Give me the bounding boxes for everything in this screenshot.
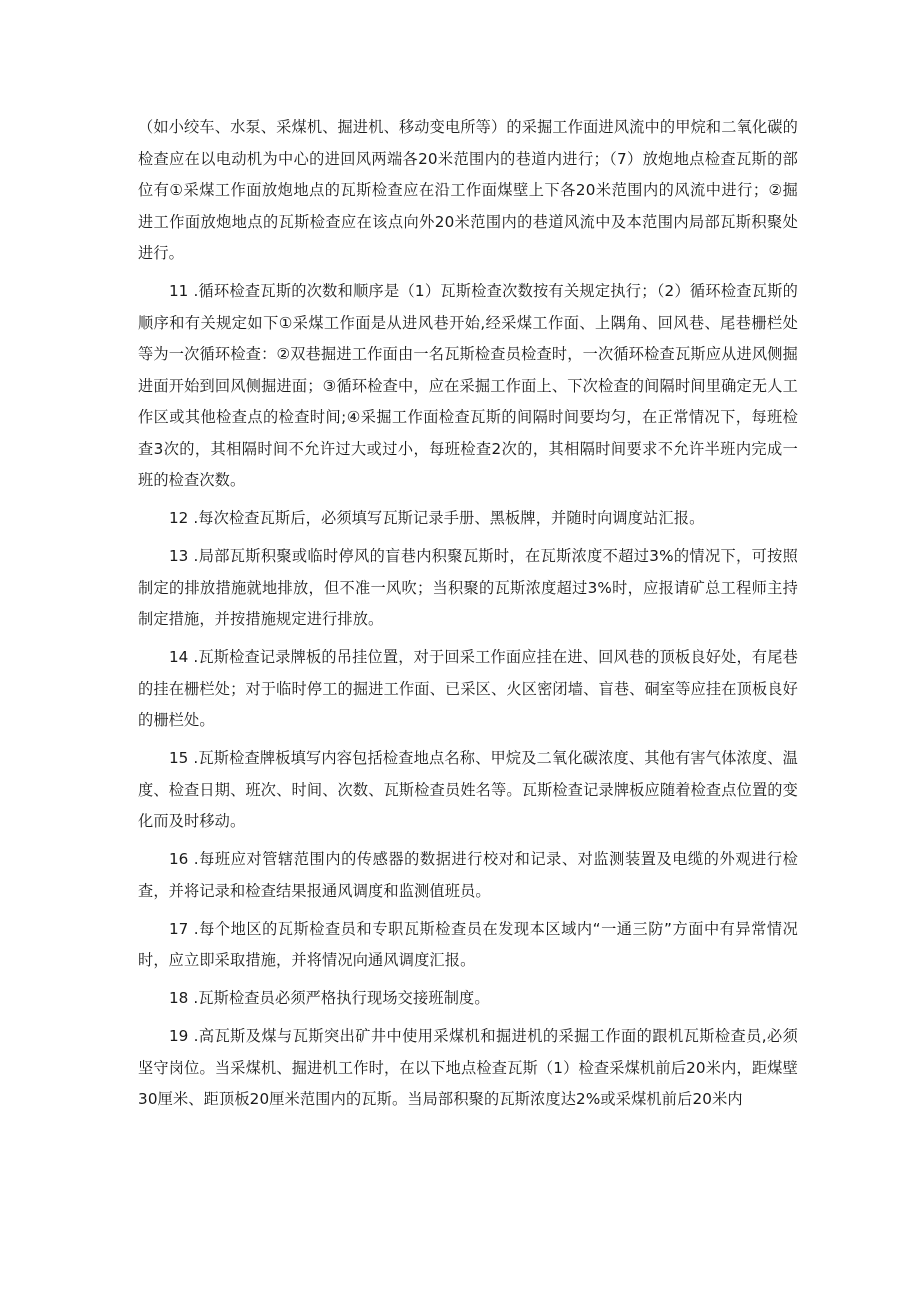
paragraph-item-18 <box>138 983 798 1015</box>
item-number: 12 <box>169 509 189 527</box>
item-number: 13 <box>169 547 189 565</box>
paragraph-continued <box>138 112 798 270</box>
paragraph-text: .每个地区的瓦斯检查员和专职瓦斯检查员在发现本区域内“一通三防”方面中有异常情况时，应立即采取措施，并将情况向通风调度汇报。 <box>138 919 798 969</box>
paragraph-item-17 <box>138 914 798 977</box>
paragraph-text: .瓦斯检查牌板填写内容包括检查地点名称、甲烷及二氧化碳浓度、其他有害气体浓度、温度、检查日期、班次、时间、次数、瓦斯检查员姓名等。瓦斯检查记录牌板应随着检查点位置的变化而及时移动。 <box>138 749 799 830</box>
paragraph-text: .每班应对管辖范围内的传感器的数据进行校对和记录、对监测装置及电缆的外观进行检查，并将记录和检查结果报通风调度和监测值班员。 <box>138 850 798 900</box>
paragraph-text: .高瓦斯及煤与瓦斯突出矿井中使用采煤机和掘进机的采掘工作面的跟机瓦斯检查员,必须坚守岗位。当采煤机、掘进机工作时，在以下地点检查瓦斯（1）检查采煤机前后20米内，距煤壁30厘米、距顶板20厘米范围内的瓦斯。当局部积聚的瓦斯浓度达2%或采煤机前后20米内 <box>138 1027 798 1108</box>
paragraph-item-11 <box>138 276 798 497</box>
item-number: 14 <box>169 648 189 666</box>
paragraph-text: .循环检查瓦斯的次数和顺序是（1）瓦斯检查次数按有关规定执行；（2）循环检查瓦斯的顺序和有关规定如下①采煤工作面是从进风巷开始,经采煤工作面、上隅角、回风巷、尾巷栅栏处等为一次循环检查：②双巷掘进工作面由一名瓦斯检查员检查时，一次循环检查瓦斯应从进风侧掘进面开始到回风侧掘进面；③循环检查中，应在采掘工作面上、下次检查的间隔时间里确定无人工作区或其他检查点的检查时间;④采掘工作面检查瓦斯的间隔时间要均匀，在正常情况下，每班检查3次的，其相隔时间不允许过大或过小，每班检查2次的，其相隔时间要求不允许半班内完成一班的检查次数。 <box>138 282 799 489</box>
paragraph-item-13 <box>138 541 798 636</box>
paragraph-text: .瓦斯检查记录牌板的吊挂位置，对于回采工作面应挂在进、回风巷的顶板良好处，有尾巷的挂在栅栏处；对于临时停工的掘进工作面、已采区、火区密闭墙、盲巷、硐室等应挂在顶板良好的栅栏处。 <box>138 648 799 729</box>
item-number: 16 <box>169 850 189 868</box>
paragraph-item-14 <box>138 642 798 737</box>
item-number: 19 <box>169 1027 189 1045</box>
item-number: 11 <box>169 282 189 300</box>
paragraph-item-15 <box>138 743 798 838</box>
item-number: 15 <box>169 749 189 767</box>
paragraph-text: （如小绞车、水泵、采煤机、掘进机、移动变电所等）的采掘工作面进风流中的甲烷和二氧化碳的检查应在以电动机为中心的进回风两端各20米范围内的巷道内进行；（7）放炮地点检查瓦斯的部位有①采煤工作面放炮地点的瓦斯检查应在沿工作面煤壁上下各20米范围内的风流中进行；②掘进工作面放炮地点的瓦斯检查应在该点向外20米范围内的巷道风流中及本范围内局部瓦斯积聚处进行。 <box>138 118 798 262</box>
item-number: 18 <box>169 989 189 1007</box>
document-body <box>138 112 798 1122</box>
paragraph-item-12 <box>138 503 798 535</box>
paragraph-text: .局部瓦斯积聚或临时停风的盲巷内积聚瓦斯时，在瓦斯浓度不超过3%的情况下，可按照制定的排放措施就地排放，但不准一风吹；当积聚的瓦斯浓度超过3%时，应报请矿总工程师主持制定措施，并按措施规定进行排放。 <box>138 547 799 628</box>
item-number: 17 <box>169 919 189 938</box>
paragraph-item-19 <box>138 1021 798 1116</box>
paragraph-text: .瓦斯检查员必须严格执行现场交接班制度。 <box>193 989 490 1007</box>
paragraph-item-16 <box>138 844 798 907</box>
paragraph-text: .每次检查瓦斯后，必须填写瓦斯记录手册、黑板牌，并随时向调度站汇报。 <box>193 509 705 527</box>
